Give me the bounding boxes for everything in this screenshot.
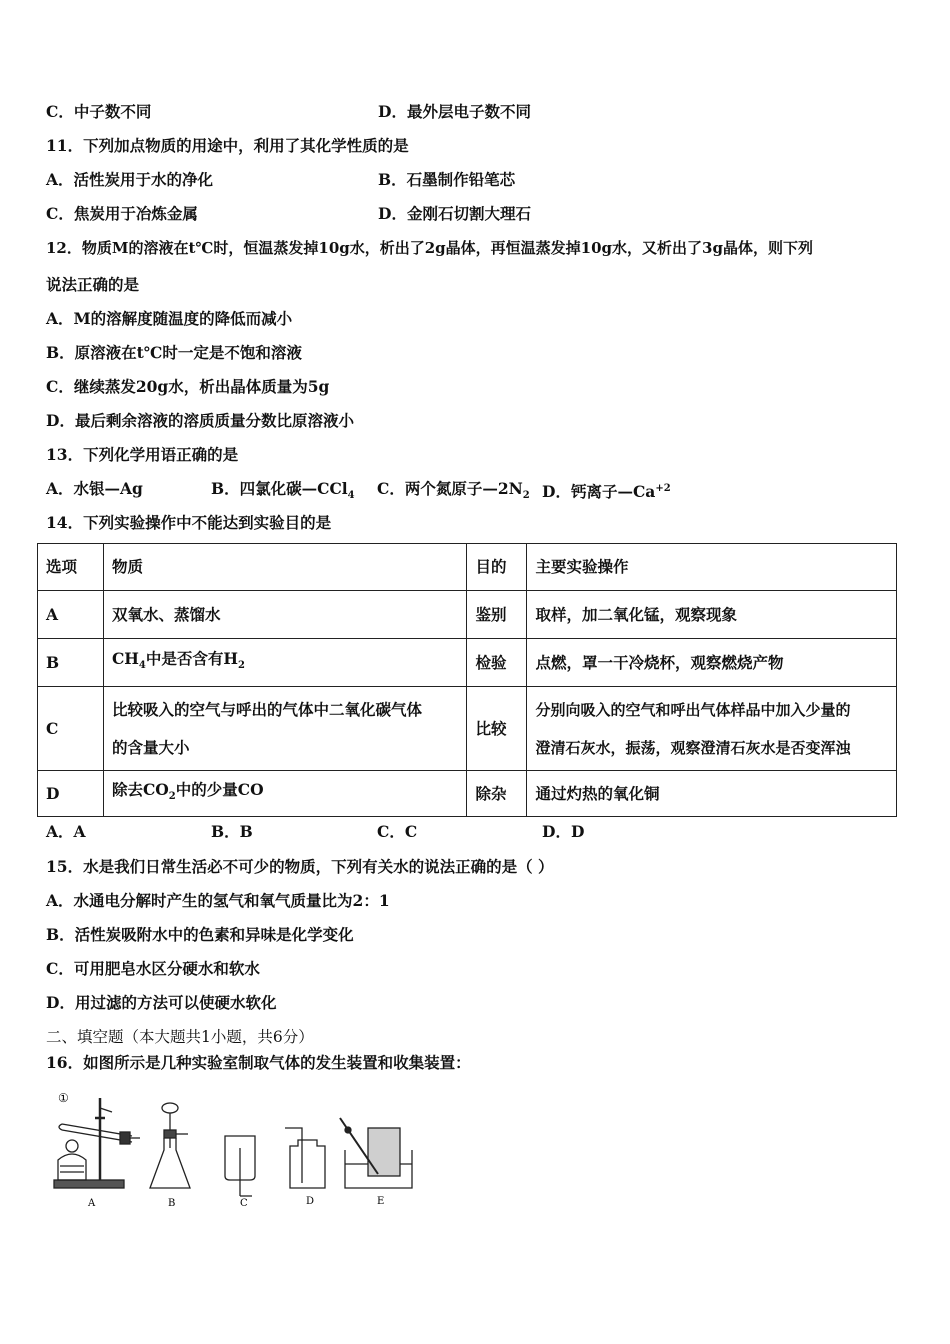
row-b-goal: 检验 [467,639,527,687]
row-b-option: B [38,639,104,687]
q13-option-b [211,479,355,506]
q13-option-c [377,479,530,506]
row-a-operation: 取样，加二氧化锰，观察现象 [527,591,897,639]
q14-stem: 14．下列实验操作中不能达到实验目的是 [46,513,332,532]
row-c-goal: 比较 [467,687,527,771]
label-d: D [306,1196,315,1207]
q13-option-b-sub: 4 [347,490,355,502]
q13-option-d [542,479,671,502]
table-row-d [38,771,897,817]
row-c-substance-line2: 的含量大小 [111,737,190,757]
row-b-substance-sub2: 2 [238,660,246,672]
row-b-substance-part2: 中是否含有H [145,648,239,668]
q14-answer-b: B．B [211,822,253,841]
label-e: E [377,1196,385,1207]
table-header-row [38,544,897,591]
q12-option-b: B．原溶液在t℃时一定是不饱和溶液 [46,343,302,362]
q12-stem-line1: 12．物质M的溶液在t℃时，恒温蒸发掉10g水，析出了2g晶体，再恒温蒸发掉10g水，又析出了3g晶体，则下列 [46,239,813,257]
q12-stem-line2: 说法正确的是 [46,275,140,294]
apparatus-d-icon [285,1128,325,1188]
row-a-option: A [38,591,104,639]
q10-option-c: C．中子数不同 [46,102,152,121]
q13-option-a: A．水银—Ag [46,479,143,498]
q13-option-c-text: C．两个氮原子—2N [377,479,523,498]
row-a-substance: 双氧水、蒸馏水 [103,591,467,639]
row-d-operation: 通过灼热的氧化铜 [527,771,897,817]
q14-answer-d: D．D [542,822,585,841]
apparatus-b-icon [150,1103,190,1188]
row-d-substance-sub: 2 [168,791,176,803]
q14-answer-c: C．C [377,822,418,841]
q13-stem: 13．下列化学用语正确的是 [46,445,239,464]
header-goal: 目的 [467,544,527,591]
q13-option-b-text: B．四氯化碳—CCl [211,479,348,498]
q15-option-a: A．水通电分解时产生的氢气和氧气质量比为2：1 [46,891,390,910]
apparatus-figure [40,1088,440,1218]
row-d-substance-part2: 中的少量CO [175,780,264,799]
row-c-option: C [38,687,104,771]
q16-stem: 16．如图所示是几种实验室制取气体的发生装置和收集装置： [46,1053,471,1072]
header-option: 选项 [38,544,104,591]
q15-stem: 15．水是我们日常生活必不可少的物质，下列有关水的说法正确的是（ ） [46,857,554,876]
row-d-substance [103,771,467,817]
row-d-option: D [38,771,104,817]
q13-option-d-sup: +2 [655,483,671,494]
q11-stem: 11．下列加点物质的用途中，利用了其化学性质的是 [46,136,409,155]
q10-option-d: D．最外层电子数不同 [378,102,531,121]
q11-option-a: A．活性炭用于水的净化 [46,170,214,189]
row-c-operation-line1: 分别向吸入的空气和呼出气体样品中加入少量的 [535,700,851,719]
q11-option-d: D．金刚石切割大理石 [378,204,531,223]
header-substance: 物质 [103,544,467,591]
q13-option-c-sub: 2 [522,490,530,502]
q14-answer-a: A．A [46,822,86,841]
row-c-substance [103,687,467,771]
row-c-substance-line1: 比较吸入的空气与呼出的气体中二氧化碳气体 [111,699,422,719]
q15-option-c: C．可用肥皂水区分硬水和软水 [46,959,260,978]
q12-option-d: D．最后剩余溶液的溶质质量分数比原溶液小 [46,411,354,430]
q12-option-c: C．继续蒸发20g水，析出晶体质量为5g [46,377,330,396]
table-row-c [38,687,897,771]
row-b-operation: 点燃，罩一干冷烧杯，观察燃烧产物 [527,639,897,687]
apparatus-a-icon [54,1098,140,1188]
row-c-operation [527,687,897,771]
row-d-goal: 除杂 [467,771,527,817]
row-d-substance-part1: 除去CO [111,780,169,799]
section-heading: 二、填空题（本大题共1小题，共6分） [46,1028,314,1046]
apparatus-c-icon [225,1136,255,1196]
q13-option-d-text: D．钙离子—Ca [542,482,656,502]
table-row-a [38,591,897,639]
row-b-substance-sub1: 4 [138,660,146,672]
q14-table [37,543,897,817]
apparatus-marker: ① [58,1091,69,1105]
row-a-goal: 鉴别 [467,591,527,639]
row-c-operation-line2: 澄清石灰水，振荡，观察澄清石灰水是否变浑浊 [535,738,851,757]
row-b-substance [103,639,467,687]
q11-option-c: C．焦炭用于冶炼金属 [46,204,198,223]
apparatus-e-icon [340,1118,412,1188]
q11-option-b: B．石墨制作铅笔芯 [378,170,516,189]
table-row-b [38,639,897,687]
row-b-substance-part1: CH [111,648,139,668]
q15-option-d: D．用过滤的方法可以使硬水软化 [46,993,277,1012]
q15-option-b: B．活性炭吸附水中的色素和异味是化学变化 [46,925,354,944]
label-c: C [240,1198,248,1209]
header-operation: 主要实验操作 [527,544,897,591]
q12-option-a: A．M的溶解度随温度的降低而减小 [46,309,293,328]
label-a: A [88,1198,96,1209]
label-b: B [168,1198,176,1209]
